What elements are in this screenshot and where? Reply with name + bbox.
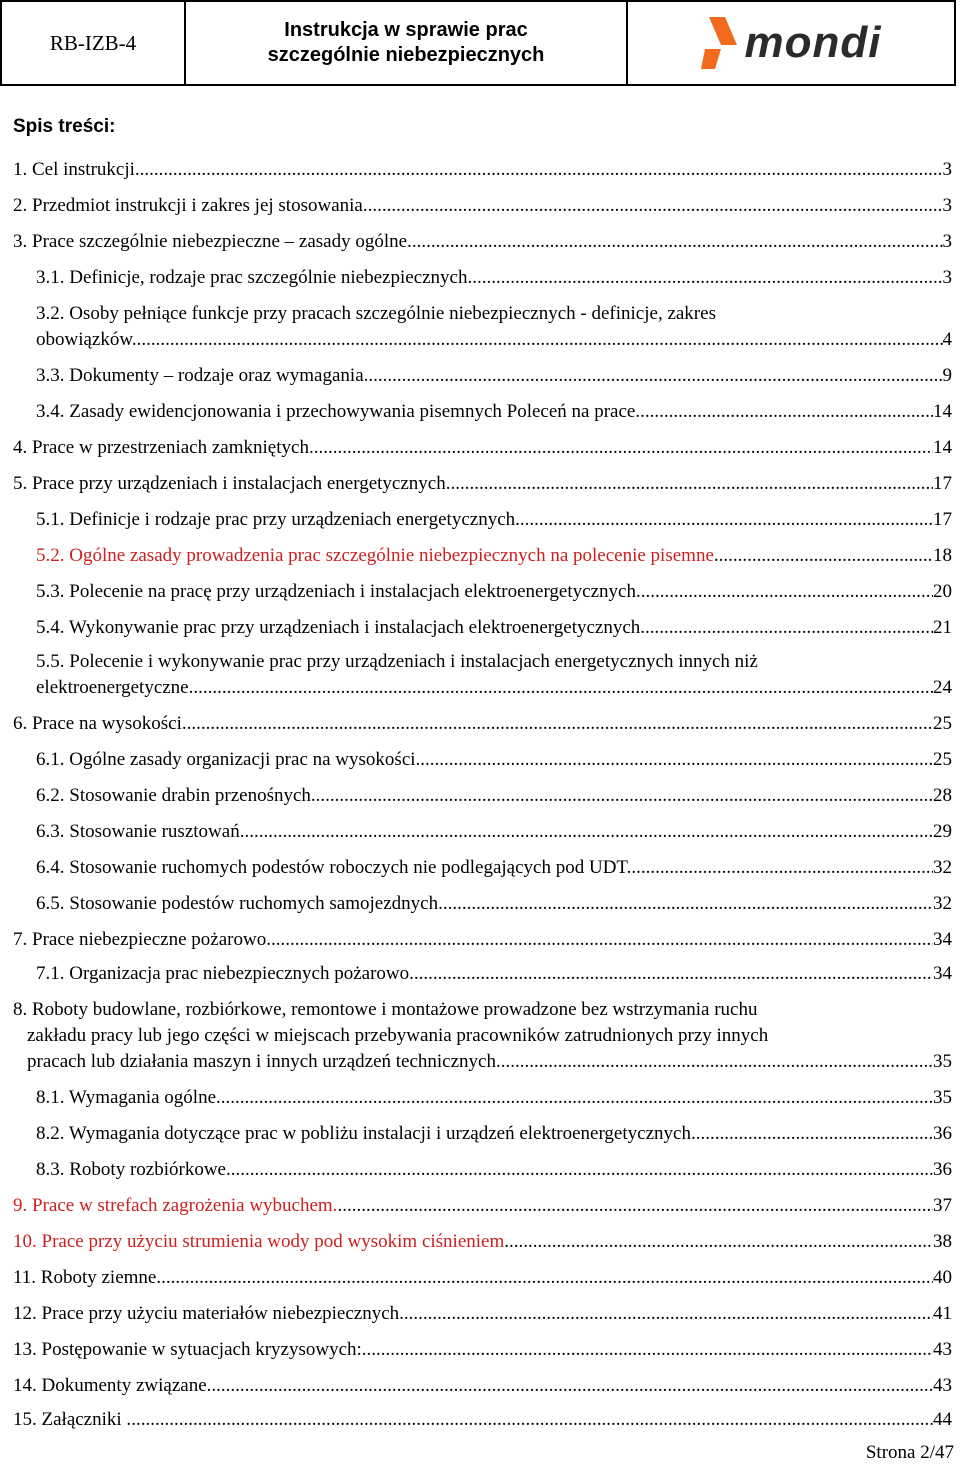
toc-leader-dots: [140, 158, 943, 182]
toc-entry-text: 8.3. Roboty rozbiórkowe.: [36, 1159, 231, 1180]
toc-leader-dots: [231, 1158, 933, 1182]
toc-entry-text: 5.1. Definicje i rodzaje prac przy urządzeniach energetycznych.: [36, 509, 520, 530]
toc-entry-text: 12. Prace przy użyciu materiałów niebezpiecznych.: [13, 1303, 404, 1324]
toc-entry-text: 6.1. Ogólne zasady organizacji prac na wysokości.: [36, 749, 421, 770]
toc-entry[interactable]: [36, 1086, 952, 1110]
toc-entry[interactable]: [36, 1122, 952, 1146]
toc-leader-dots: [501, 1050, 933, 1074]
toc-entry[interactable]: [36, 962, 952, 986]
doc-code: RB-IZB-4: [2, 2, 186, 84]
toc-leader-dots: [316, 784, 933, 808]
toc-entry-text: 3.3. Dokumenty – rodzaje oraz wymagania.: [36, 365, 369, 386]
toc-entry[interactable]: [36, 748, 952, 772]
toc-entry[interactable]: [36, 676, 952, 700]
toc-entry[interactable]: [13, 436, 952, 460]
toc-entry-text: 10. Prace przy użyciu strumienia wody pod wysokim ciśnieniem: [13, 1231, 505, 1252]
toc-page-number: 25: [933, 749, 952, 770]
toc-page-number: 25: [933, 713, 952, 734]
toc-page-number: 34: [933, 929, 952, 950]
toc-leader-dots: [368, 194, 943, 218]
toc-page-number: 4: [942, 329, 952, 350]
toc-page-number: 20: [933, 581, 952, 602]
toc-leader-dots: [244, 820, 933, 844]
toc-leader-dots: [472, 266, 942, 290]
doc-title-line2: szczególnie niebezpiecznych: [267, 44, 545, 66]
toc-entry-text: 6. Prace na wysokości.: [13, 713, 187, 734]
toc-entry[interactable]: [36, 892, 952, 916]
toc-leader-dots: [450, 472, 933, 496]
toc-page-number: 9: [942, 365, 952, 386]
toc-entry[interactable]: [13, 1194, 952, 1218]
toc-page-number: 3: [942, 231, 952, 252]
toc-entry-text: 5.3. Polecenie na pracę przy urządzeniach i instalacjach elektroenergetycznych.: [36, 581, 641, 602]
toc-entry-text: 2. Przedmiot instrukcji i zakres jej stosowania.: [13, 195, 368, 216]
toc-leader-dots: [337, 1194, 933, 1218]
toc-entry[interactable]: [13, 712, 952, 736]
toc-entry-text: pracach lub działania maszyn i innych urządzeń technicznych.: [27, 1051, 501, 1072]
mondi-logo-icon: [701, 15, 741, 71]
toc-page-number: 38: [933, 1231, 952, 1252]
toc-page-number: 32: [933, 893, 952, 914]
toc-page-number: 18: [933, 545, 952, 566]
toc-entry[interactable]: [27, 1050, 952, 1074]
toc-entry-text: 8.2. Wymagania dotyczące prac w pobliżu instalacji i urządzeń elektroenergetycznych.: [36, 1123, 696, 1144]
toc-leader-dots: [640, 400, 933, 424]
toc-page-number: 17: [933, 473, 952, 494]
mondi-logo: [628, 2, 954, 84]
toc-page-number: 21: [933, 617, 952, 638]
toc-entry[interactable]: [36, 1158, 952, 1182]
toc-entry-text: 6.5. Stosowanie podestów ruchomych samojezdnych.: [36, 893, 443, 914]
doc-title: [186, 2, 628, 84]
toc-leader-dots: [131, 1408, 933, 1432]
toc-leader-dots: [137, 328, 943, 352]
document-header: [0, 0, 956, 86]
toc-page-number: 14: [933, 437, 952, 458]
toc-leader-dots: [520, 508, 933, 532]
toc-page-number: 37: [933, 1195, 952, 1216]
toc-entry[interactable]: [13, 1374, 952, 1398]
toc-entry[interactable]: [36, 580, 952, 604]
toc-entry-text: 9. Prace w strefach zagrożenia wybuchem.: [13, 1195, 338, 1216]
toc-leader-dots: [414, 962, 933, 986]
toc-page-number: 44: [933, 1409, 952, 1430]
toc-entry[interactable]: [36, 616, 952, 640]
toc-page-number: 14: [933, 401, 952, 422]
toc-leader-dots: [271, 928, 933, 952]
toc-entry[interactable]: [36, 328, 952, 352]
toc-leader-dots: [362, 1338, 933, 1362]
toc-entry-text: 3. Prace szczególnie niebezpieczne – zasady ogólne.: [13, 231, 412, 252]
toc-leader-dots: [221, 1086, 933, 1110]
toc-page-number: 40: [933, 1267, 952, 1288]
toc-entry-text: 13. Postępowanie w sytuacjach kryzysowych:: [13, 1339, 362, 1360]
toc-page-number: 29: [933, 821, 952, 842]
page-footer: Strona 2/47: [865, 1442, 954, 1463]
toc-leader-dots: [420, 748, 933, 772]
toc-entry[interactable]: [13, 1338, 952, 1362]
toc-entry-text: 5. Prace przy urządzeniach i instalacjach energetycznych.: [13, 473, 451, 494]
toc-leader-dots: [314, 436, 933, 460]
toc-entry[interactable]: [36, 364, 952, 388]
toc-entry[interactable]: [13, 1408, 952, 1432]
toc-entry-text: 3.1. Definicje, rodzaje prac szczególnie niebezpiecznych.: [36, 267, 473, 288]
toc-page-number: 17: [933, 509, 952, 530]
toc-leader-dots: [404, 1302, 933, 1326]
toc-leader-dots: [641, 580, 933, 604]
toc-entry-text: obowiązków.: [36, 329, 137, 350]
toc-entry[interactable]: [13, 472, 952, 496]
toc-page-number: 35: [933, 1051, 952, 1072]
toc-leader-dots: [211, 1374, 933, 1398]
toc-page-number: 43: [933, 1339, 952, 1360]
toc-entry-text: elektroenergetyczne: [36, 677, 189, 698]
toc-page-number: 43: [933, 1375, 952, 1396]
toc-entry[interactable]: [36, 508, 952, 532]
toc-entry-text: 5.4. Wykonywanie prac przy urządzeniach i instalacjach elektroenergetycznych.: [36, 617, 646, 638]
toc-leader-dots: [412, 230, 943, 254]
toc-entry[interactable]: [13, 1302, 952, 1326]
toc-leader-dots: [696, 1122, 933, 1146]
toc-page-number: 35: [933, 1087, 952, 1108]
toc-entry-text[interactable]: 5.5. Polecenie i wykonywanie prac przy urządzeniach i instalacjach energetycznych innych niż: [36, 651, 758, 672]
toc-leader-dots: [504, 1230, 933, 1254]
toc-entry[interactable]: [36, 400, 952, 424]
toc-entry[interactable]: [13, 158, 952, 182]
toc-entry-text: 7. Prace niebezpieczne pożarowo.: [13, 929, 271, 950]
toc-page-number: 32: [933, 857, 952, 878]
toc-entry-text[interactable]: zakładu pracy lub jego części w miejscach przebywania pracowników zatrudnionych przy innych: [27, 1025, 769, 1046]
toc-entry-text: 4. Prace w przestrzeniach zamkniętych.: [13, 437, 314, 458]
toc-leader-dots: [714, 544, 933, 568]
toc-entry[interactable]: [13, 1266, 952, 1290]
toc-entry-text: 6.3. Stosowanie rusztowań.: [36, 821, 245, 842]
toc-entry[interactable]: [36, 784, 952, 808]
toc-entry-text[interactable]: 8. Roboty budowlane, rozbiórkowe, remontowe i montażowe prowadzone bez wstrzymania ruchu: [13, 999, 758, 1020]
toc-page-number: 3: [942, 267, 952, 288]
toc-page-number: 3: [942, 159, 952, 180]
toc-entry-text: 6.4. Stosowanie ruchomych podestów roboczych nie podlegających pod UDT.: [36, 857, 632, 878]
toc-entry[interactable]: [13, 928, 952, 952]
toc-page-number: 34: [933, 963, 952, 984]
toc-entry-text: 6.2. Stosowanie drabin przenośnych.: [36, 785, 316, 806]
toc-leader-dots: [189, 676, 933, 700]
doc-title-line1: Instrukcja w sprawie prac: [284, 19, 528, 41]
toc-page-number: 41: [933, 1303, 952, 1324]
toc-entry[interactable]: [13, 230, 952, 254]
toc-page-number: 3: [942, 195, 952, 216]
toc-leader-dots: [645, 616, 933, 640]
toc-entry-text: 5.2. Ogólne zasady prowadzenia prac szczególnie niebezpiecznych na polecenie pisemne: [36, 545, 714, 566]
toc-title: Spis treści:: [13, 116, 116, 137]
toc-entry[interactable]: [36, 266, 952, 290]
logo-wordmark: mondi: [744, 18, 882, 67]
toc-entry[interactable]: [36, 820, 952, 844]
toc-page-number: 36: [933, 1123, 952, 1144]
toc-leader-dots: [368, 364, 942, 388]
toc-entry[interactable]: [36, 856, 952, 880]
toc-entry[interactable]: [36, 544, 952, 568]
toc-entry-text[interactable]: 3.2. Osoby pełniące funkcje przy pracach szczególnie niebezpiecznych - definicje, zakres: [36, 303, 716, 324]
toc-leader-dots: [187, 712, 933, 736]
toc-entry[interactable]: [13, 1230, 952, 1254]
toc-entry-text: 8.1. Wymagania ogólne.: [36, 1087, 221, 1108]
toc-page-number: 24: [933, 677, 952, 698]
toc-entry-text: 7.1. Organizacja prac niebezpiecznych pożarowo.: [36, 963, 414, 984]
toc-leader-dots: [631, 856, 933, 880]
toc-entry-text: 1. Cel instrukcji.: [13, 159, 140, 180]
toc-page-number: 36: [933, 1159, 952, 1180]
toc-entry-text: 14. Dokumenty związane.: [13, 1375, 212, 1396]
toc-leader-dots: [443, 892, 933, 916]
toc-entry-text: 11. Roboty ziemne.: [13, 1267, 162, 1288]
toc-page-number: 28: [933, 785, 952, 806]
toc-leader-dots: [161, 1266, 933, 1290]
toc-entry-text: 3.4. Zasady ewidencjonowania i przechowywania pisemnych Poleceń na prace.: [36, 401, 641, 422]
toc-entry[interactable]: [13, 194, 952, 218]
toc-entry-text: 15. Załączniki .: [13, 1409, 132, 1430]
